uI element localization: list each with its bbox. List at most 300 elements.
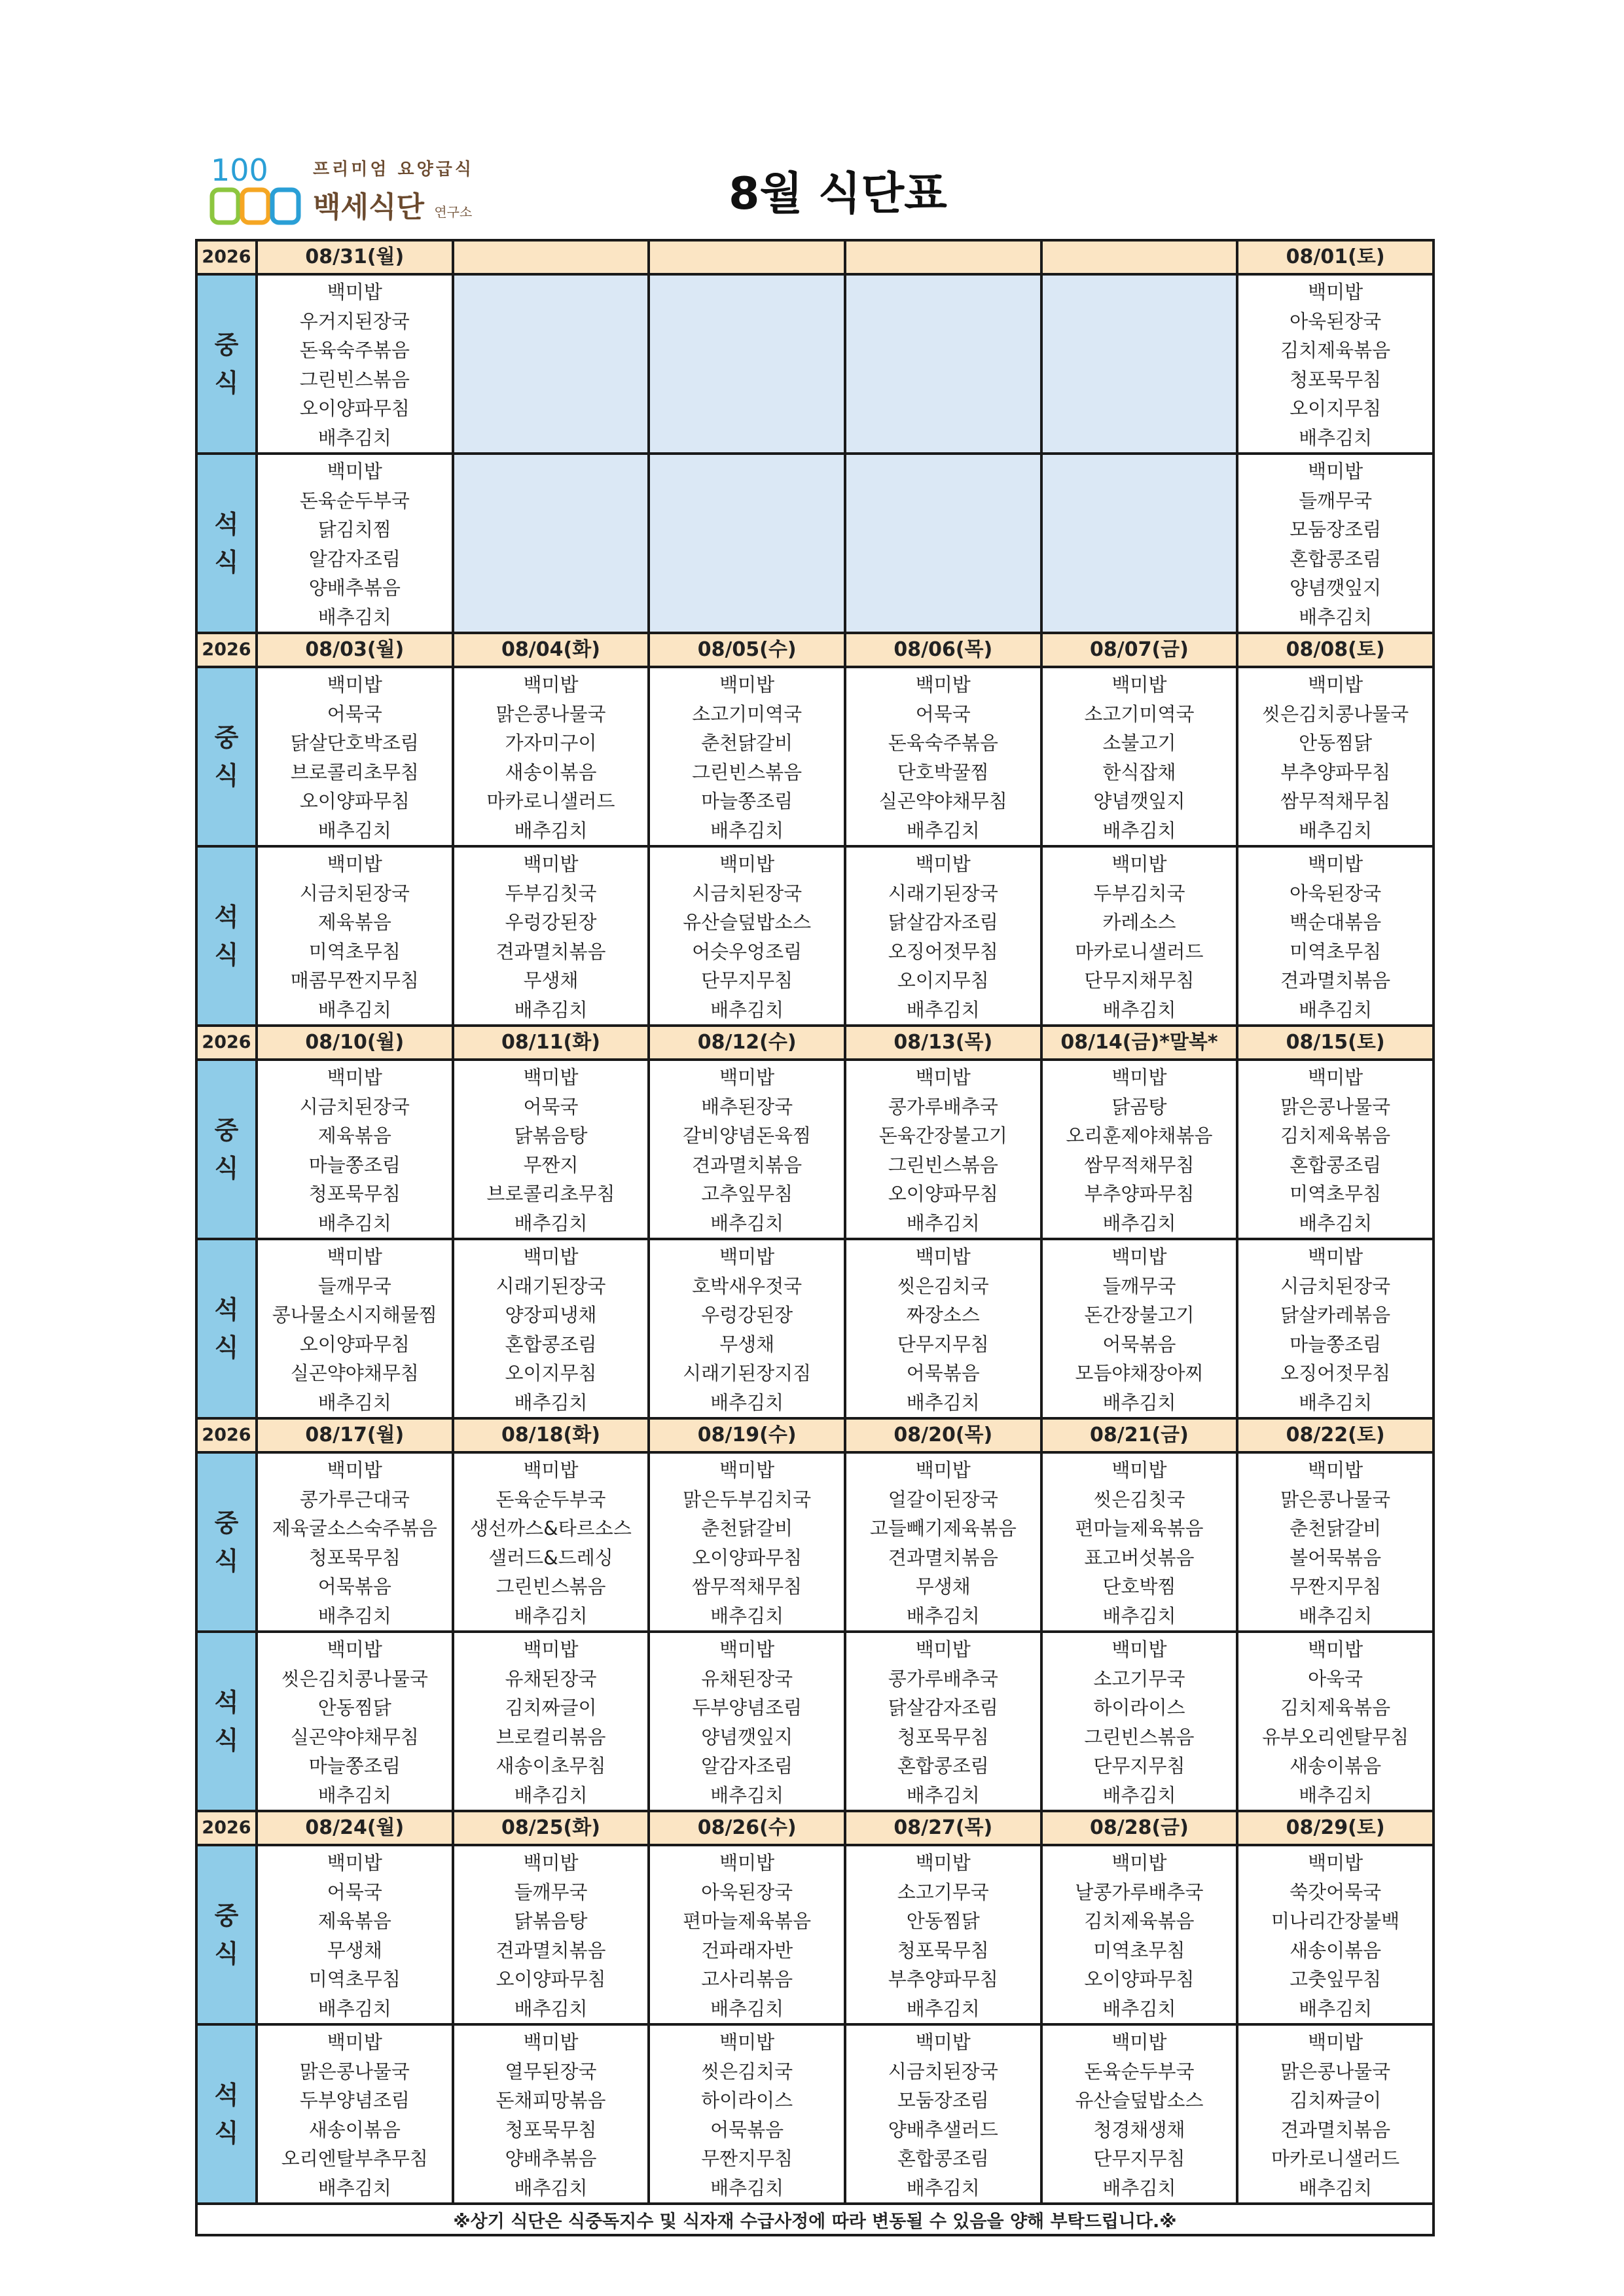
- menu-item: 김치제육볶음: [1280, 1696, 1391, 1719]
- menu-item: 배추김치: [710, 819, 784, 842]
- menu-item: 배추김치: [906, 1997, 980, 2020]
- menu-item: 배추김치: [317, 1997, 391, 2020]
- lunch-label: [196, 667, 257, 846]
- menu-item: 백미밥: [915, 853, 971, 875]
- menu-item: 백미밥: [915, 1852, 971, 1874]
- lunch-menu-cell: [453, 1845, 649, 2024]
- lunch-label: [196, 274, 257, 454]
- menu-item: 닭살카레볶음: [1280, 1304, 1391, 1326]
- menu-item: 시래기된장국: [888, 882, 998, 905]
- menu-item: 마늘쫑조림: [1290, 1333, 1382, 1355]
- menu-item: 부추양파무침: [1280, 761, 1391, 783]
- dinner-row: [196, 1632, 1434, 1811]
- lunch-menu-cell: [1041, 667, 1238, 846]
- menu-item: 우거지된장국: [299, 310, 410, 332]
- menu-item: 배추김치: [1299, 2176, 1373, 2199]
- menu-item: 들깨무국: [1299, 489, 1373, 512]
- lunch-menu-cell: [649, 1060, 845, 1239]
- menu-item: 양배추볶음: [505, 2147, 597, 2170]
- menu-item: 씻은김치국: [897, 1274, 989, 1297]
- menu-item: 제육굴소스숙주볶음: [272, 1517, 437, 1539]
- menu-item: 배추김치: [906, 1784, 980, 1806]
- menu-item: 쌈무적채무침: [1084, 1153, 1195, 1176]
- menu-item: 배추김치: [1102, 1997, 1176, 2020]
- menu-item: 양배추샐러드: [888, 2118, 998, 2141]
- menu-item: 백미밥: [915, 1066, 971, 1088]
- menu-item: 배추김치: [710, 1997, 784, 2020]
- lunch-menu-cell: [257, 274, 453, 454]
- menu-item: 배추김치: [1102, 2176, 1176, 2199]
- date-cell: 08/10(월): [257, 1026, 453, 1060]
- meal-label-char: 식: [214, 548, 239, 577]
- date-cell: 08/05(수): [649, 633, 845, 667]
- brand-logo: [208, 152, 483, 229]
- menu-item: 백미밥: [327, 1459, 382, 1481]
- menu-item: 양념깻잎지: [701, 1725, 793, 1748]
- dinner-menu-cell: [845, 846, 1041, 1026]
- menu-item: 건파래자반: [701, 1939, 793, 1962]
- menu-item: 백미밥: [719, 1066, 775, 1088]
- menu-item: 안동찜닭: [317, 1696, 391, 1719]
- menu-item: 어묵국: [523, 1095, 579, 1118]
- menu-item: 단무지무침: [1093, 1755, 1185, 1777]
- menu-item: 백미밥: [1111, 1852, 1167, 1874]
- menu-item: 배추김치: [317, 819, 391, 842]
- week-header-row: [196, 240, 1434, 274]
- lunch-menu-cell: [649, 1452, 845, 1632]
- menu-item: 백미밥: [1308, 853, 1363, 875]
- menu-item: 배추김치: [1299, 426, 1373, 449]
- meal-label-char: 식: [214, 1154, 239, 1183]
- menu-item: 날콩가루배추국: [1075, 1880, 1204, 1903]
- menu-item: 편마늘제육볶음: [683, 1910, 812, 1932]
- page-title: 8월 식단표: [729, 168, 947, 220]
- menu-item: 배추김치: [1102, 1784, 1176, 1806]
- menu-item: 배추김치: [514, 1211, 588, 1234]
- menu-item: 시금치된장국: [692, 882, 803, 905]
- menu-item: 청포묵무침: [1290, 368, 1382, 391]
- menu-item: 어묵볶음: [317, 1575, 391, 1598]
- menu-item: 백미밥: [1111, 1638, 1167, 1660]
- date-cell: 08/11(화): [453, 1026, 649, 1060]
- meal-label-char: 식: [214, 2119, 239, 2147]
- menu-item: 춘천닭갈비: [1290, 1517, 1382, 1539]
- menu-item: 브로콜리초무침: [486, 1183, 615, 1205]
- menu-item: 두부김치국: [1093, 882, 1185, 905]
- menu-item: 배추김치: [514, 1784, 588, 1806]
- menu-item: 백미밥: [719, 1638, 775, 1660]
- dinner-row: [196, 1239, 1434, 1418]
- menu-item: 백미밥: [523, 853, 579, 875]
- menu-item: 그린빈스볶음: [496, 1575, 606, 1598]
- menu-item: 오이양파무침: [1084, 1968, 1195, 1990]
- year-cell: 2026: [196, 1418, 257, 1452]
- menu-item: 새송이볶음: [1290, 1755, 1382, 1777]
- dinner-menu-cell: [257, 2024, 453, 2204]
- menu-item: 백미밥: [915, 1638, 971, 1660]
- menu-item: 백미밥: [327, 1246, 382, 1268]
- menu-item: 짜장소스: [906, 1304, 980, 1326]
- dinner-menu-cell: [845, 2024, 1041, 2204]
- dinner-menu-cell: [649, 1632, 845, 1811]
- date-cell: 08/25(화): [453, 1811, 649, 1845]
- lunch-menu-cell: [1237, 667, 1434, 846]
- menu-item: 새송이초무침: [496, 1755, 606, 1777]
- menu-item: 배추김치: [514, 1604, 588, 1627]
- lunch-row: [196, 1845, 1434, 2024]
- menu-item: 배추김치: [1299, 1211, 1373, 1234]
- menu-item: 배추김치: [1102, 819, 1176, 842]
- menu-item: 편마늘제육볶음: [1075, 1517, 1204, 1539]
- logo-subtitle: 프리미엄 요양급식: [313, 160, 474, 179]
- meal-label-char: 식: [214, 761, 239, 790]
- date-cell: 08/06(목): [845, 633, 1041, 667]
- menu-item: 브로컬리볶음: [496, 1725, 606, 1748]
- date-cell: 08/14(금)*말복*: [1041, 1026, 1238, 1060]
- dinner-menu-cell: [1237, 1632, 1434, 1811]
- menu-item: 단호박찜: [1102, 1575, 1176, 1598]
- menu-item: 마늘쫑조림: [701, 790, 793, 812]
- menu-item: 콩나물소시지해물찜: [272, 1304, 437, 1326]
- lunch-menu-cell: [1041, 274, 1238, 454]
- menu-item: 배추김치: [710, 1604, 784, 1627]
- lunch-menu-cell: [845, 1060, 1041, 1239]
- menu-item: 백미밥: [1308, 460, 1363, 482]
- menu-item: 오이지무침: [505, 1362, 597, 1384]
- date-cell: 08/29(토): [1237, 1811, 1434, 1845]
- menu-item: 쌈무적채무침: [1280, 790, 1391, 812]
- menu-item: 고춧잎무침: [1290, 1968, 1382, 1990]
- menu-item: 콩가루배추국: [888, 1095, 998, 1118]
- date-cell: 08/07(금): [1041, 633, 1238, 667]
- meal-label-char: 중: [214, 1116, 239, 1145]
- menu-item: 혼합콩조림: [1290, 547, 1382, 570]
- menu-item: 미역초무침: [1290, 1183, 1382, 1205]
- menu-item: 닭살단호박조림: [290, 732, 419, 754]
- dinner-menu-cell: [257, 454, 453, 633]
- menu-item: 배추김치: [1102, 1604, 1176, 1627]
- dinner-menu-cell: [1041, 1239, 1238, 1418]
- menu-item: 알감자조림: [701, 1755, 793, 1777]
- menu-item: 백미밥: [327, 281, 382, 303]
- menu-item: 배추김치: [906, 1211, 980, 1234]
- meal-label-char: 식: [214, 368, 239, 397]
- menu-item: 아욱된장국: [1290, 882, 1382, 905]
- date-cell: 08/22(토): [1237, 1418, 1434, 1452]
- menu-item: 생선까스&타르소스: [470, 1517, 632, 1539]
- meal-label-char: 중: [214, 1901, 239, 1930]
- dinner-menu-cell: [1041, 454, 1238, 633]
- menu-item: 배추김치: [317, 1391, 391, 1414]
- date-cell: 08/21(금): [1041, 1418, 1238, 1452]
- menu-item: 유부오리엔탈무침: [1262, 1725, 1409, 1748]
- menu-item: 오이양파무침: [299, 397, 410, 420]
- menu-item: 돈육순두부국: [496, 1488, 606, 1511]
- lunch-label: [196, 1845, 257, 2024]
- menu-item: 마카로니샐러드: [486, 790, 615, 812]
- lunch-row: [196, 1060, 1434, 1239]
- meal-label-char: 식: [214, 941, 239, 969]
- menu-item: 들깨무국: [1102, 1274, 1176, 1297]
- menu-item: 배추김치: [317, 2176, 391, 2199]
- lunch-menu-cell: [257, 667, 453, 846]
- menu-item: 혼합콩조림: [1290, 1153, 1382, 1176]
- menu-item: 어묵국: [327, 702, 382, 725]
- dinner-menu-cell: [649, 2024, 845, 2204]
- menu-item: 견과멸치볶음: [692, 1153, 803, 1176]
- menu-item: 혼합콩조림: [505, 1333, 597, 1355]
- date-cell: 08/12(수): [649, 1026, 845, 1060]
- menu-item: 양장피냉채: [505, 1304, 597, 1326]
- menu-item: 배추김치: [1102, 1391, 1176, 1414]
- year-cell: 2026: [196, 1811, 257, 1845]
- year-cell: 2026: [196, 1026, 257, 1060]
- menu-item: 오징어젓무침: [1280, 1362, 1391, 1384]
- menu-item: 단무지무침: [1093, 2147, 1185, 2170]
- dinner-menu-cell: [1237, 846, 1434, 1026]
- menu-item: 닭볶음탕: [514, 1124, 588, 1147]
- lunch-menu-cell: [649, 274, 845, 454]
- menu-item: 들깨무국: [514, 1880, 588, 1903]
- menu-item: 매콤무짠지무침: [290, 969, 419, 992]
- menu-item: 시금치된장국: [299, 1095, 410, 1118]
- menu-item: 배추김치: [317, 1784, 391, 1806]
- menu-item: 배추김치: [1299, 998, 1373, 1021]
- dinner-label: [196, 1239, 257, 1418]
- menu-item: 혼합콩조림: [897, 1755, 989, 1777]
- dinner-menu-cell: [257, 1632, 453, 1811]
- menu-item: 소고기무국: [897, 1880, 989, 1903]
- menu-item: 한식잡채: [1102, 761, 1176, 783]
- menu-item: 맑은콩나물국: [1280, 1095, 1391, 1118]
- menu-item: 씻은김칫국: [1093, 1488, 1185, 1511]
- date-cell: 08/27(목): [845, 1811, 1041, 1845]
- menu-item: 오징어젓무침: [888, 940, 998, 963]
- menu-item: 소불고기: [1102, 732, 1176, 754]
- menu-item: 백미밥: [327, 1852, 382, 1874]
- menu-item: 제육볶음: [317, 911, 391, 933]
- lunch-menu-cell: [1041, 1060, 1238, 1239]
- menu-item: 부추양파무침: [1084, 1183, 1195, 1205]
- meal-label-char: 석: [214, 1295, 239, 1324]
- menu-item: 무생채: [719, 1333, 775, 1355]
- menu-item: 시금치된장국: [1280, 1274, 1391, 1297]
- menu-item: 양배추볶음: [308, 577, 401, 599]
- week-header-row: [196, 1811, 1434, 1845]
- menu-item: 백미밥: [327, 460, 382, 482]
- menu-item: 씻은김치국: [701, 2060, 793, 2083]
- menu-item: 닭살감자조림: [888, 911, 998, 933]
- menu-item: 백미밥: [1111, 2031, 1167, 2053]
- menu-item: 씻은김치콩나물국: [281, 1667, 428, 1690]
- menu-item: 단호박꿀찜: [897, 761, 989, 783]
- menu-item: 돈육순두부국: [1084, 2060, 1195, 2083]
- dinner-menu-cell: [257, 1239, 453, 1418]
- menu-item: 백미밥: [327, 853, 382, 875]
- menu-item: 오이양파무침: [692, 1546, 803, 1569]
- menu-item: 오이지무침: [897, 969, 989, 992]
- menu-item: 견과멸치볶음: [496, 1939, 606, 1962]
- dinner-menu-cell: [649, 1239, 845, 1418]
- date-cell: 08/28(금): [1041, 1811, 1238, 1845]
- dinner-menu-cell: [649, 454, 845, 633]
- menu-item: 실곤약야채무침: [878, 790, 1007, 812]
- menu-item: 백미밥: [1111, 673, 1167, 696]
- menu-item: 샐러드&드레싱: [488, 1546, 613, 1569]
- menu-item: 시금치된장국: [299, 882, 410, 905]
- menu-item: 백미밥: [1308, 1246, 1363, 1268]
- dinner-menu-cell: [845, 454, 1041, 633]
- menu-item: 그린빈스볶음: [692, 761, 803, 783]
- menu-item: 백미밥: [523, 1459, 579, 1481]
- menu-item: 미역초무침: [308, 1968, 401, 1990]
- dinner-menu-cell: [1237, 2024, 1434, 2204]
- menu-item: 돈육숙주볶음: [299, 339, 410, 361]
- menu-item: 배추김치: [514, 1997, 588, 2020]
- footer-row: [196, 2204, 1434, 2235]
- menu-item: 배추김치: [906, 2176, 980, 2199]
- date-cell: 08/26(수): [649, 1811, 845, 1845]
- menu-item: 견과멸치볶음: [496, 940, 606, 963]
- menu-item: 볼어묵볶음: [1290, 1546, 1382, 1569]
- date-cell: 08/31(월): [257, 240, 453, 274]
- lunch-row: [196, 667, 1434, 846]
- menu-item: 김치제육볶음: [1280, 339, 1391, 361]
- menu-item: 두부김칫국: [505, 882, 597, 905]
- dinner-label: [196, 454, 257, 633]
- menu-item: 백미밥: [523, 1246, 579, 1268]
- dinner-menu-cell: [453, 846, 649, 1026]
- menu-item: 돈육간장불고기: [878, 1124, 1007, 1147]
- lunch-menu-cell: [1041, 1452, 1238, 1632]
- menu-item: 유산슬덮밥소스: [1075, 2089, 1204, 2111]
- menu-item: 백미밥: [719, 2031, 775, 2053]
- week-header-row: [196, 633, 1434, 667]
- menu-item: 실곤약야채무침: [290, 1362, 419, 1384]
- lunch-label: [196, 1060, 257, 1239]
- dinner-menu-cell: [845, 1632, 1041, 1811]
- menu-item: 양념깻잎지: [1093, 790, 1185, 812]
- menu-item: 단무지채무침: [1084, 969, 1195, 992]
- menu-item: 오이지무침: [1290, 397, 1382, 420]
- menu-item: 청포묵무침: [505, 2118, 597, 2141]
- menu-item: 가자미구이: [505, 732, 597, 754]
- menu-item: 배추김치: [906, 998, 980, 1021]
- menu-item: 그린빈스볶음: [299, 368, 410, 391]
- menu-item: 어묵볶음: [710, 2118, 784, 2141]
- dinner-row: [196, 454, 1434, 633]
- menu-item: 청포묵무침: [897, 1725, 989, 1748]
- menu-item: 백미밥: [1308, 1066, 1363, 1088]
- logo-number: 100: [211, 152, 268, 188]
- lunch-row: [196, 1452, 1434, 1632]
- menu-item: 백미밥: [719, 853, 775, 875]
- lunch-menu-cell: [453, 1060, 649, 1239]
- menu-item: 견과멸치볶음: [1280, 2118, 1391, 2141]
- menu-item: 모듬야채장아찌: [1075, 1362, 1204, 1384]
- menu-item: 백미밥: [915, 1246, 971, 1268]
- menu-item: 견과멸치볶음: [1280, 969, 1391, 992]
- menu-item: 맑은콩나물국: [1280, 1488, 1391, 1511]
- menu-item: 유채된장국: [505, 1667, 597, 1690]
- menu-item: 단무지무침: [701, 969, 793, 992]
- menu-item: 새송이볶음: [1290, 1939, 1382, 1962]
- menu-item: 배추김치: [906, 1604, 980, 1627]
- menu-item: 배추김치: [317, 998, 391, 1021]
- menu-item: 백미밥: [1308, 1459, 1363, 1481]
- lunch-menu-cell: [453, 1452, 649, 1632]
- menu-item: 모둠장조림: [897, 2089, 989, 2111]
- menu-item: 청포묵무침: [308, 1546, 401, 1569]
- menu-item: 백미밥: [719, 1459, 775, 1481]
- menu-item: 어슷우엉조림: [692, 940, 803, 963]
- menu-item: 쌈무적채무침: [692, 1575, 803, 1598]
- menu-item: 두부양념조림: [299, 2089, 410, 2111]
- menu-item: 백미밥: [719, 673, 775, 696]
- meal-schedule-table: [195, 239, 1435, 2236]
- date-cell: 08/04(화): [453, 633, 649, 667]
- menu-item: 백미밥: [1308, 281, 1363, 303]
- meal-label-char: 식: [214, 1547, 239, 1575]
- date-cell: 08/17(월): [257, 1418, 453, 1452]
- menu-item: 브로콜리초무침: [290, 761, 419, 783]
- menu-item: 오리엔탈부추무침: [281, 2147, 428, 2170]
- logo-mark-icon: [208, 152, 306, 229]
- lunch-menu-cell: [845, 1845, 1041, 2024]
- lunch-menu-cell: [649, 1845, 845, 2024]
- menu-item: 청포묵무침: [308, 1183, 401, 1205]
- menu-item: 배추김치: [1299, 1997, 1373, 2020]
- date-cell: 08/18(화): [453, 1418, 649, 1452]
- lunch-menu-cell: [1237, 1060, 1434, 1239]
- meal-label-char: 석: [214, 1688, 239, 1717]
- menu-item: 무생채: [327, 1939, 382, 1962]
- menu-item: 미나리간장불백: [1271, 1910, 1400, 1932]
- menu-item: 맑은콩나물국: [1280, 2060, 1391, 2083]
- lunch-menu-cell: [845, 667, 1041, 846]
- dinner-menu-cell: [1237, 1239, 1434, 1418]
- menu-item: 청경채생채: [1093, 2118, 1185, 2141]
- menu-item: 배추김치: [710, 2176, 784, 2199]
- menu-item: 고추잎무침: [701, 1183, 793, 1205]
- menu-item: 양념깻잎지: [1290, 577, 1382, 599]
- date-cell: 08/20(목): [845, 1418, 1041, 1452]
- menu-item: 백미밥: [915, 2031, 971, 2053]
- week-header-row: [196, 1418, 1434, 1452]
- menu-item: 배추김치: [317, 1604, 391, 1627]
- menu-item: 배추김치: [317, 1211, 391, 1234]
- menu-item: 닭살감자조림: [888, 1696, 998, 1719]
- menu-item: 표고버섯볶음: [1084, 1546, 1195, 1569]
- menu-item: 돈육숙주볶음: [888, 732, 998, 754]
- menu-item: 백미밥: [719, 1852, 775, 1874]
- menu-item: 무짠지: [523, 1153, 579, 1176]
- menu-item: 어묵국: [915, 702, 971, 725]
- menu-item: 열무된장국: [505, 2060, 597, 2083]
- menu-item: 미역초무침: [308, 940, 401, 963]
- dinner-menu-cell: [453, 2024, 649, 2204]
- menu-item: 백미밥: [523, 1066, 579, 1088]
- menu-item: 백미밥: [523, 2031, 579, 2053]
- logo-name: 백세식단 연구소: [313, 190, 473, 224]
- dinner-row: [196, 2024, 1434, 2204]
- menu-item: 백미밥: [1308, 2031, 1363, 2053]
- lunch-menu-cell: [257, 1452, 453, 1632]
- menu-item: 하이라이스: [701, 2089, 793, 2111]
- menu-item: 제육볶음: [317, 1910, 391, 1932]
- menu-item: 백미밥: [523, 1638, 579, 1660]
- menu-item: 실곤약야채무침: [290, 1725, 419, 1748]
